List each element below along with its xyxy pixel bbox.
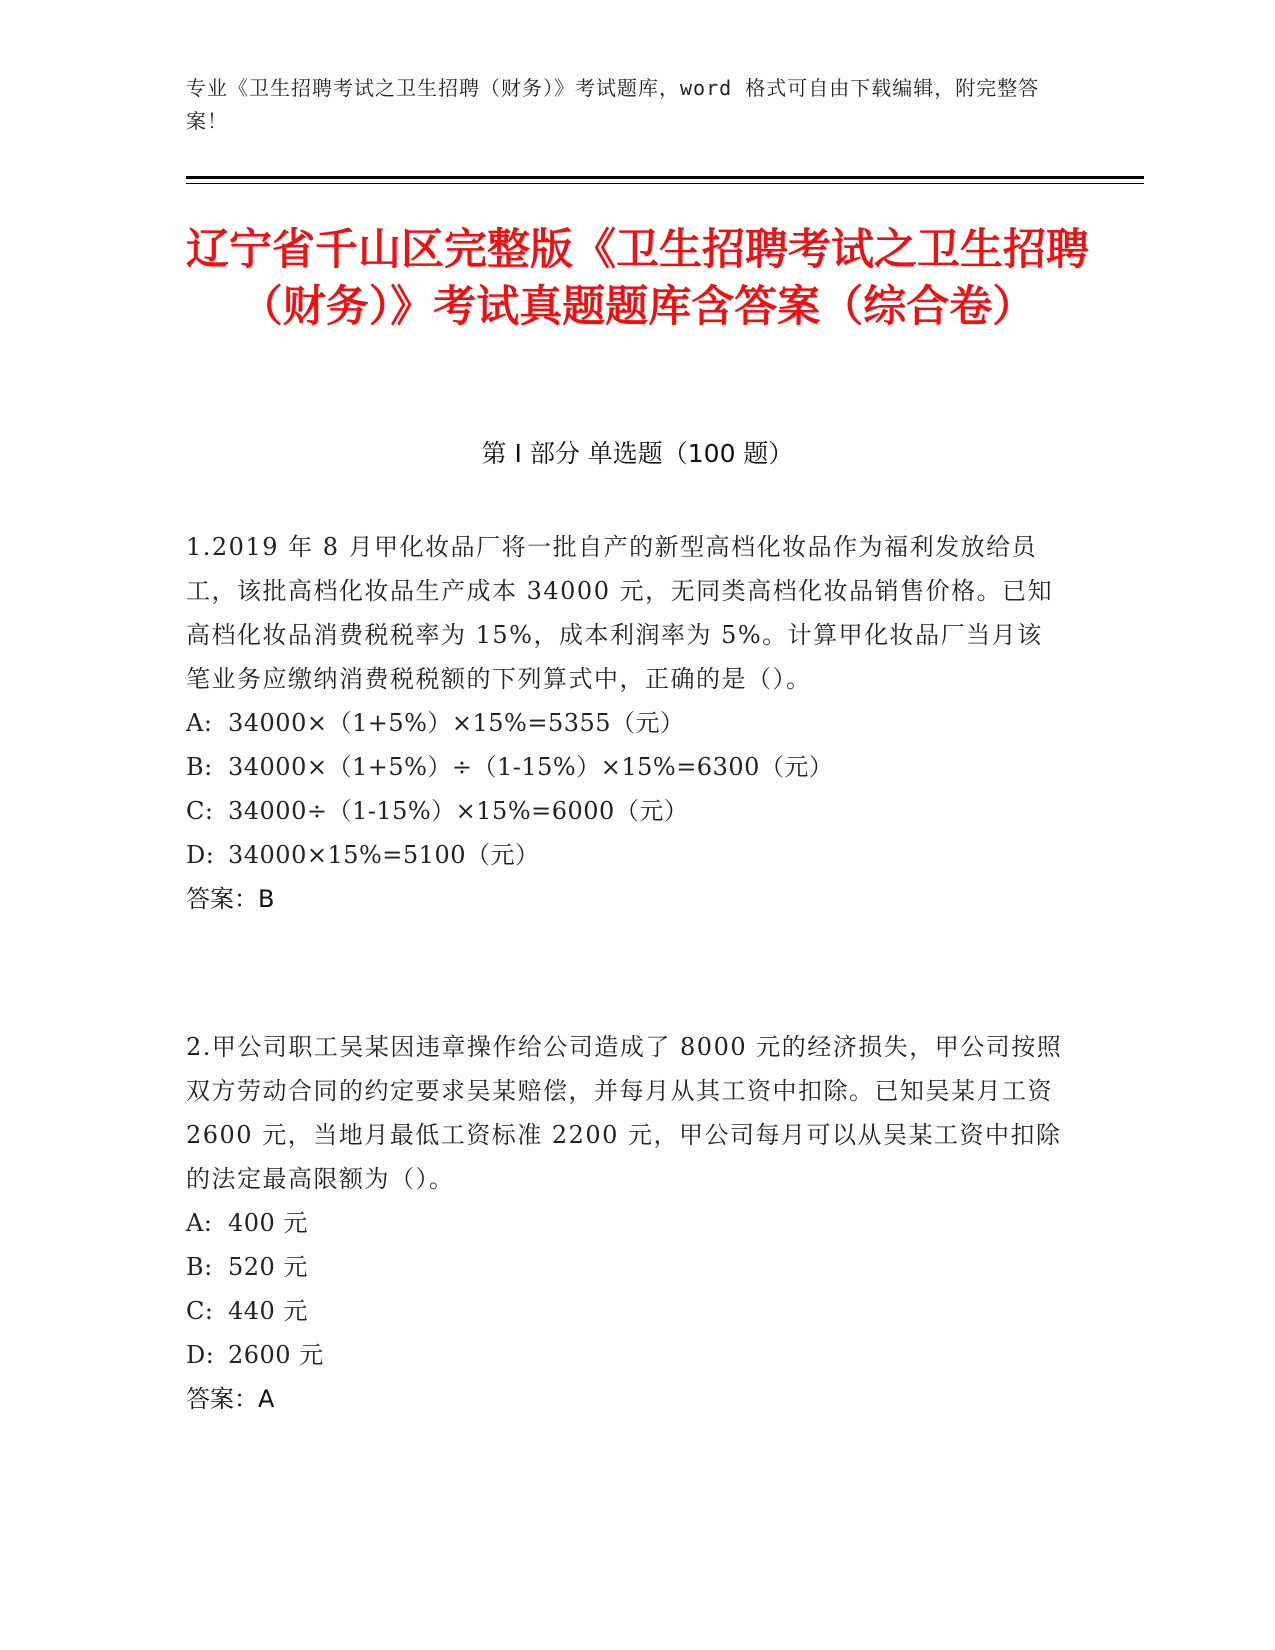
option-c [186, 1289, 1066, 1333]
question-block [186, 1025, 1066, 1421]
option-list [186, 1201, 1066, 1377]
header-divider-thick [186, 176, 1144, 179]
option-c [186, 789, 1066, 833]
option-key: C: [186, 1297, 214, 1325]
answer-line: 答案：B [186, 885, 275, 913]
option-a [186, 1201, 1066, 1245]
option-key: D: [186, 1341, 215, 1369]
question-stem: 1.2019 年 8 月甲化妆品厂将一批自产的新型高档化妆品作为福利发放给员工，该批高档化妆品生产成本 34000 元，无同类高档化妆品销售价格。已知高档化妆品消费税税率为 15%，成本利润率为 5%。计算甲化妆品厂当月该笔业务应缴纳消费税税额的下列算式中，正确的是（）。 [186, 533, 1054, 693]
header-note: 专业《卫生招聘考试之卫生招聘（财务）》考试题库，word 格式可自由下载编辑，附完整答案！ [186, 76, 1040, 133]
document-title: 辽宁省千山区完整版《卫生招聘考试之卫生招聘（财务）》考试真题题库含答案（综合卷） [186, 225, 1089, 332]
option-text: 2600 元 [228, 1341, 324, 1369]
option-text: 34000×15%=5100（元） [228, 841, 540, 869]
option-d [186, 1333, 1066, 1377]
answer-line: 答案：A [186, 1385, 275, 1413]
section-heading: 第 I 部分 单选题（100 题） [481, 439, 794, 468]
option-list [186, 701, 1066, 877]
option-text: 520 元 [228, 1253, 308, 1281]
question-block [186, 525, 1066, 921]
option-key: A: [186, 709, 213, 737]
option-a [186, 701, 1066, 745]
option-b [186, 1245, 1066, 1289]
question-stem: 2.甲公司职工吴某因违章操作给公司造成了 8000 元的经济损失，甲公司按照双方劳动合同的约定要求吴某赔偿，并每月从其工资中扣除。已知吴某月工资 2600 元，当地月最低工资标准 2200 元，甲公司每月可以从吴某工资中扣除的法定最高限额为（）。 [186, 1033, 1063, 1193]
option-text: 34000÷（1-15%）×15%=6000（元） [228, 797, 689, 825]
option-text: 400 元 [228, 1209, 308, 1237]
option-key: D: [186, 841, 215, 869]
header-divider-thin [186, 183, 1144, 184]
option-b [186, 745, 1066, 789]
option-text: 34000×（1+5%）÷（1-15%）×15%=6300（元） [228, 753, 834, 781]
option-text: 34000×（1+5%）×15%=5355（元） [228, 709, 685, 737]
option-d [186, 833, 1066, 877]
option-text: 440 元 [228, 1297, 308, 1325]
option-key: C: [186, 797, 214, 825]
option-key: A: [186, 1209, 213, 1237]
option-key: B: [186, 753, 213, 781]
option-key: B: [186, 1253, 213, 1281]
